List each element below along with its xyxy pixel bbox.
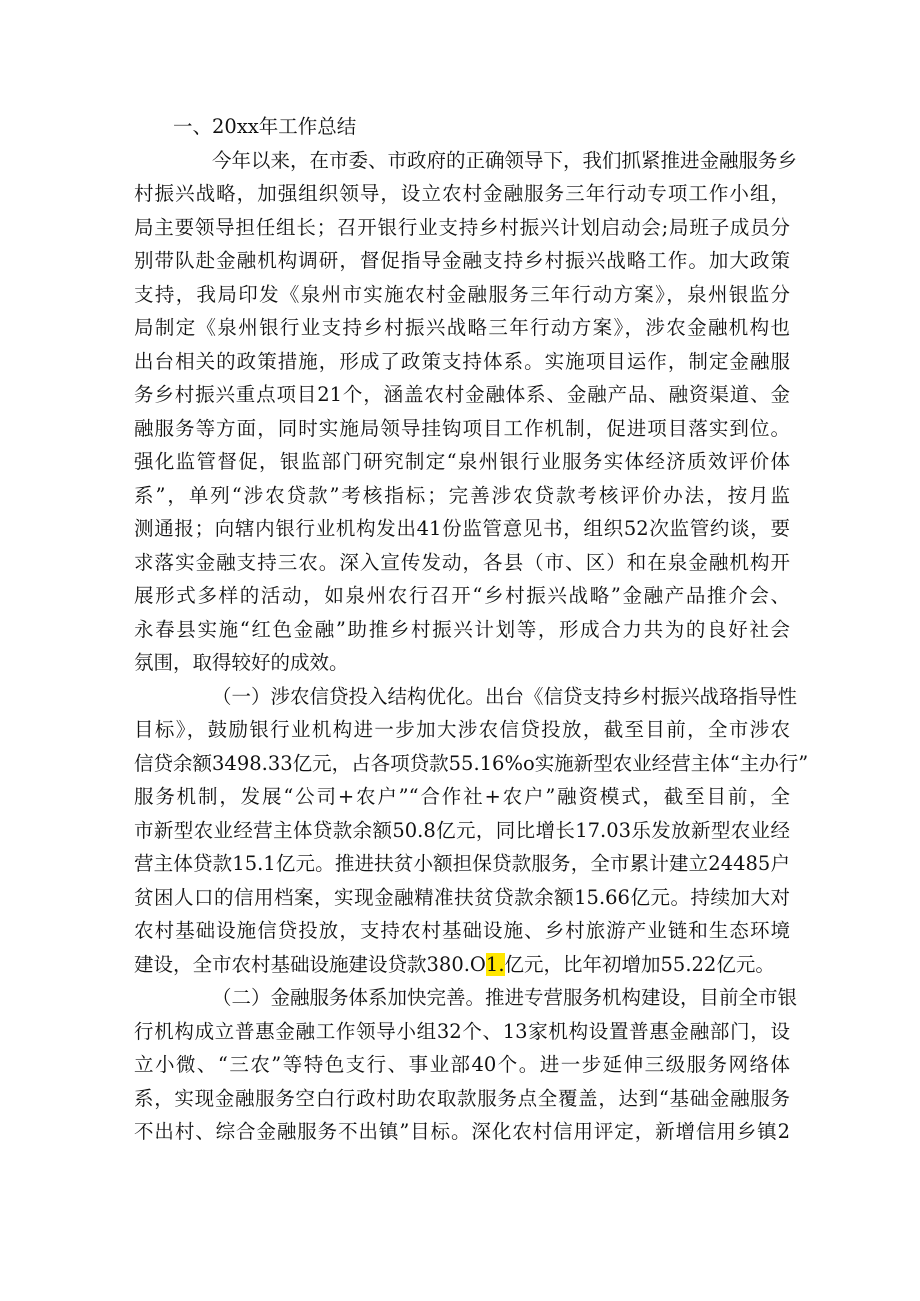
paragraph-intro [134, 144, 798, 680]
text-line: 氛围，取得较好的成效。 [134, 651, 349, 674]
text-line: 贫困人口的信用档案，实现金融精准扶贫贷款余额15.66亿元。持续加大对 [134, 885, 790, 909]
text-line: 村振兴战略，加强组织领导，设立农村金融服务三年行动专项工作小组， [134, 182, 790, 205]
text-line: 系，实现金融服务空白行政村助农取款服务点全覆盖，达到“基础金融服务 [134, 1086, 790, 1110]
text-line: 局制定《泉州银行业支持乡村振兴战略三年行动方案》，涉农金融机构也 [134, 316, 790, 339]
text-line: 今年以来，在市委、市政府的正确领导下，我们抓紧推进金融服务乡 [212, 148, 798, 172]
text-line: 目标》，鼓励银行业机构进一步加大涉农信贷投放，截至目前，全市涉农 [134, 718, 790, 741]
text-line [134, 948, 790, 982]
text-line: 永春县实施“红色金融”助推乡村振兴计划等，形成合力共为的良好社会 [134, 617, 790, 641]
text-line: 不出村、综合金融服务不出镇”目标。深化农村信用评定，新增信用乡镇2 [134, 1120, 790, 1143]
text-line: 行机构成立普惠金融工作领导小组32个、13家机构设置普惠金融部门，设 [134, 1019, 790, 1043]
text-line: 展形式多样的活动，如泉州农行召开“乡村振兴战略”金融产品推介会、 [134, 584, 790, 607]
text-line: 测通报；向辖内银行业机构发出41份监管意见书，组织52次监管约谈，要 [134, 517, 790, 540]
paragraph-credit-structure [134, 680, 809, 982]
text-line: （一）涉农信贷投入结构优化。出台《信贷支持乡村振兴战珞指导性 [212, 684, 798, 708]
document-page [134, 110, 809, 1149]
text-line: 营主体贷款15.1亿元。推进扶贫小额担保贷款服务，全市累计建立24485户 [134, 852, 790, 875]
text-line: 信贷余额3498.33亿元，占各项贷款55.16%o实施新型农业经营主体“主办行” [134, 751, 809, 775]
text-line: 务乡村振兴重点项目21个，涵盖农村金融体系、金融产品、融资渠道、金 [134, 383, 790, 406]
text-line: 支持，我局印发《泉州市实施农村金融服务三年行动方案》，泉州银监分 [134, 282, 790, 306]
text-line: 求落实金融支持三农。深入宣传发动，各县（市、区）和在泉金融机构开 [134, 550, 790, 574]
section-heading: 一、20xx年工作总结 [173, 115, 357, 138]
text-line: （二）金融服务体系加快完善。推进专营服务机构建设，目前全市银 [212, 986, 798, 1009]
text-line: 局主要领导担任组长；召开银行业支持乡村振兴计划启动会;局班子成员分 [134, 215, 790, 239]
text-line: 农村基础设施信贷投放，支持农村基础设施、乡村旅游产业链和生态环境 [134, 919, 790, 942]
paragraph-service-system [134, 981, 798, 1149]
text-line: 立小微、“三农”等特色支行、事业部40个。进一步延伸三级服务网络体 [134, 1053, 790, 1076]
text-line: 别带队赴金融机构调研，督促指导金融支持乡村振兴战略工作。加大政策 [134, 249, 790, 272]
text-line: 服务机制，发展“公司+农户”“合作社+农户”融资模式，截至目前，全 [134, 785, 790, 808]
highlighted-text: 1. [485, 952, 505, 976]
text-segment: 亿元，比年初增加55.22亿元。 [504, 952, 775, 976]
text-line: 融服务等方面，同时实施局领导挂钩项目工作机制，促进项目落实到位。 [134, 416, 790, 440]
text-line: 系”，单列“涉农贷款”考核指标；完善涉农贷款考核评价办法，按月监 [134, 483, 790, 507]
text-line: 市新型农业经营主体贷款余额50.8亿元，同比增长17.03乐发放新型农业经 [134, 818, 790, 842]
text-line: 出台相关的政策措施，形成了政策支持体系。实施项目运作，制定金融服 [134, 349, 790, 373]
text-segment: 建设，全市农村基础设施建设贷款380.O [134, 952, 486, 976]
text-line: 强化监管督促，银监部门研究制定“泉州银行业服务实体经济质效评价体 [134, 450, 790, 473]
